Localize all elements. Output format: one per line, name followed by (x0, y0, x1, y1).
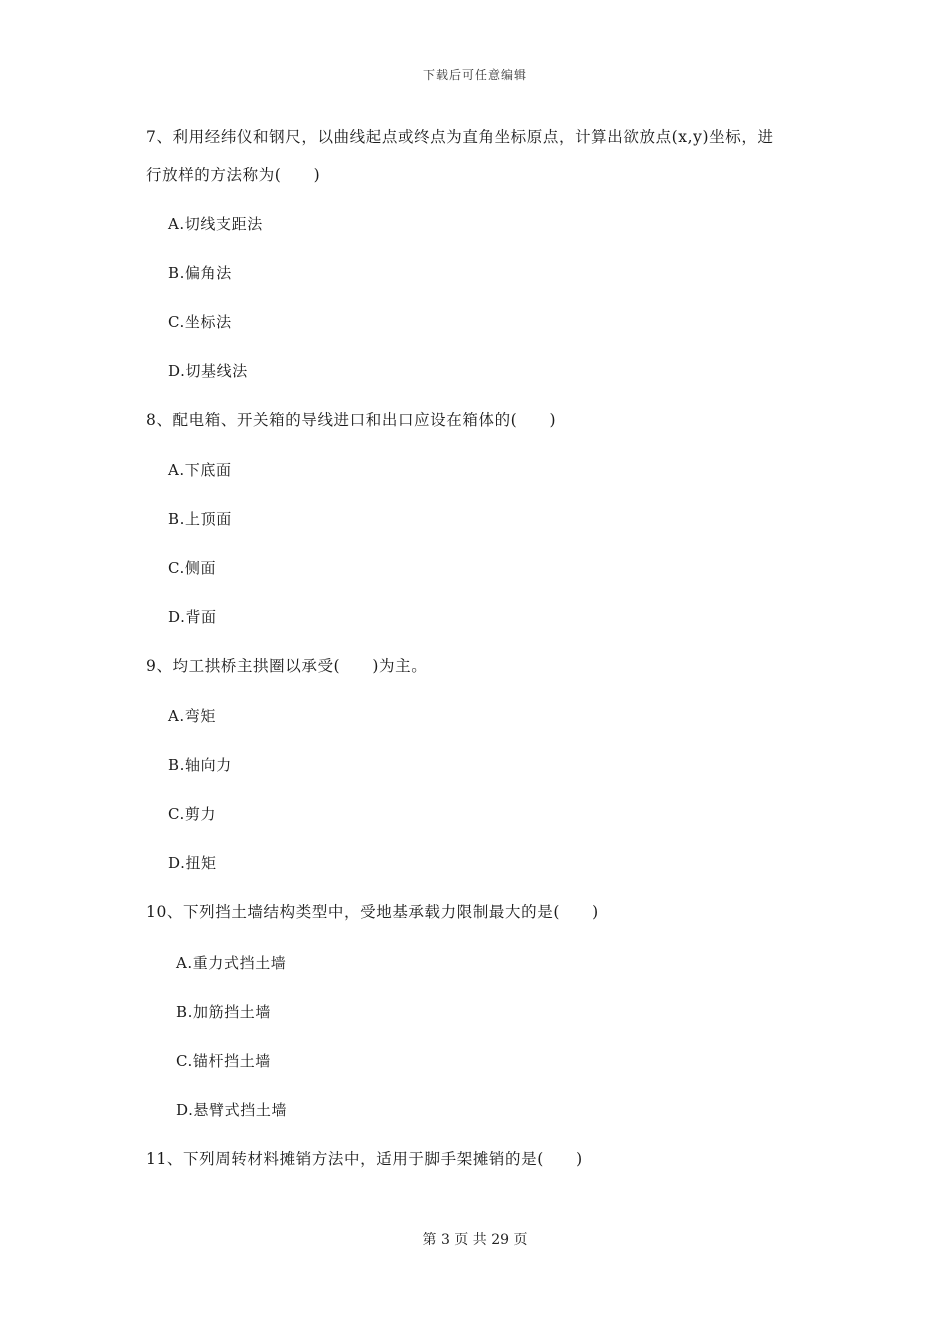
question-9-option-d: D.扭矩 (168, 854, 217, 872)
question-8-option-c: C.侧面 (168, 559, 217, 577)
question-9 (146, 647, 826, 685)
question-7-option-d: D.切基线法 (168, 362, 248, 380)
question-7-option-c: C.坐标法 (168, 313, 232, 331)
page-footer: 第 3 页 共 29 页 (422, 1232, 528, 1248)
question-10 (146, 893, 826, 931)
question-9-option-b: B.轴向力 (168, 756, 232, 774)
page-header: 下载后可任意编辑 (422, 68, 527, 82)
question-9-stem: 9、均工拱桥主拱圈以承受( )为主。 (146, 657, 428, 675)
question-7-option-b: B.偏角法 (168, 264, 232, 282)
question-7-stem-line1: 7、利用经纬仪和钢尺，以曲线起点或终点为直角坐标原点，计算出欲放点(x,y)坐标，进 (146, 128, 774, 146)
question-10-option-a: A.重力式挡土墙 (176, 954, 287, 972)
question-9-option-a: A.弯矩 (168, 707, 217, 725)
question-10-option-c: C.锚杆挡土墙 (176, 1052, 271, 1070)
question-8-option-b: B.上顶面 (168, 510, 232, 528)
question-8-option-d: D.背面 (168, 608, 217, 626)
question-8-stem: 8、配电箱、开关箱的导线进口和出口应设在箱体的( ) (146, 411, 557, 429)
question-8 (146, 401, 826, 439)
question-7 (146, 118, 826, 194)
question-9-option-c: C.剪力 (168, 805, 217, 823)
question-10-option-d: D.悬臂式挡土墙 (176, 1101, 288, 1119)
question-11 (146, 1140, 826, 1178)
question-7-stem-line2: 行放样的方法称为( ) (146, 166, 321, 184)
question-7-option-a: A.切线支距法 (168, 215, 263, 233)
question-11-stem: 11、下列周转材料摊销方法中，适用于脚手架摊销的是( ) (146, 1150, 583, 1168)
question-10-option-b: B.加筋挡土墙 (176, 1003, 271, 1021)
question-10-stem: 10、下列挡土墙结构类型中，受地基承载力限制最大的是( ) (146, 903, 599, 921)
question-8-option-a: A.下底面 (168, 461, 232, 479)
